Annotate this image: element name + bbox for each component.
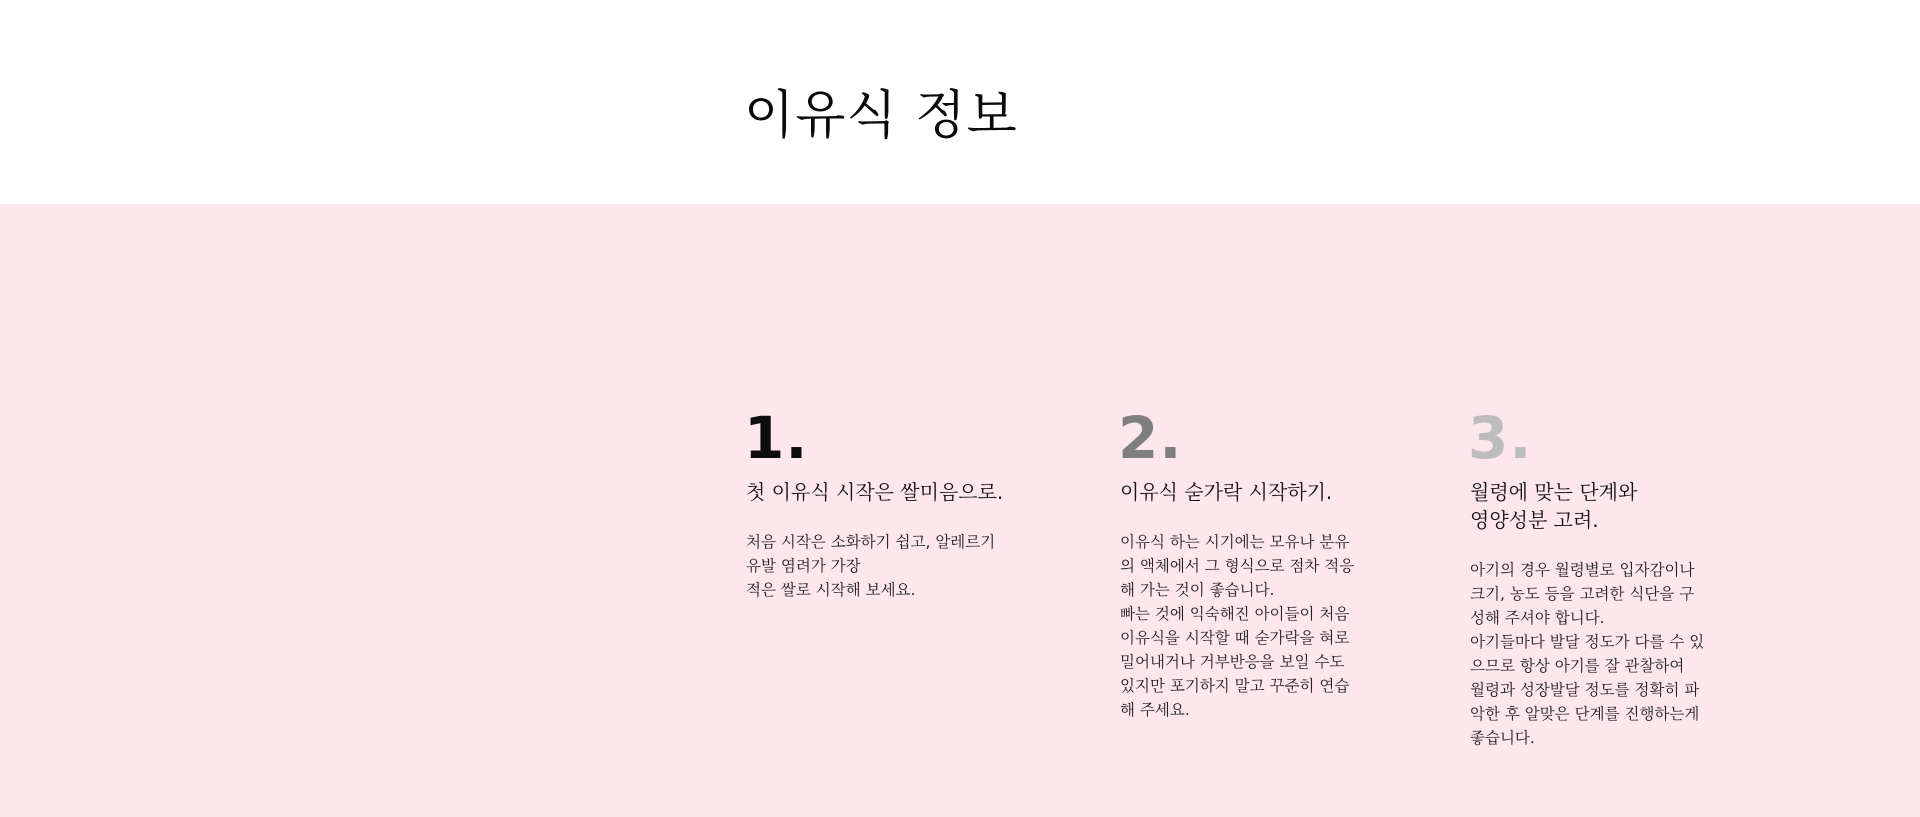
step-description-line: 아기들마다 발달 정도가 다를 수 있 xyxy=(1470,633,1705,651)
step-card-1 xyxy=(744,406,1044,602)
step-description xyxy=(1470,558,1718,750)
step-description-line: 성해 주셔야 합니다. xyxy=(1470,609,1605,627)
step-description-line: 좋습니다. xyxy=(1470,729,1535,747)
page-title: 이유식 정보 xyxy=(744,86,1018,146)
step-description-line: 의 액체에서 그 형식으로 점차 적응 xyxy=(1120,557,1355,575)
step-number: 3. xyxy=(1468,404,1533,472)
step-number: 2. xyxy=(1118,404,1183,472)
step-card-2 xyxy=(1118,406,1368,722)
step-description-line: 이유식 하는 시기에는 모유나 분유 xyxy=(1120,533,1350,551)
step-description-line: 밀어내거나 거부반응을 보일 수도 xyxy=(1120,653,1345,671)
step-description xyxy=(746,530,1044,602)
step-description-line: 처음 시작은 소화하기 쉽고, 알레르기 xyxy=(746,533,996,551)
step-title-line: 첫 이유식 시작은 쌀미음으로. xyxy=(746,480,1004,504)
step-description-line: 있지만 포기하지 말고 꾸준히 연습 xyxy=(1120,677,1350,695)
info-steps-section xyxy=(0,204,1920,817)
step-description-line: 악한 후 알맞은 단계를 진행하는게 xyxy=(1470,705,1700,723)
step-description-line: 월령과 성장발달 정도를 정확히 파 xyxy=(1470,681,1700,699)
step-description-line: 으므로 항상 아기를 잘 관찰하여 xyxy=(1470,657,1685,675)
step-title xyxy=(1120,478,1368,506)
step-description-line: 이유식을 시작할 때 숟가락을 혀로 xyxy=(1120,629,1350,647)
step-description-line: 아기의 경우 월령별로 입자감이나 xyxy=(1470,561,1695,579)
step-card-3 xyxy=(1468,406,1718,750)
step-description-line: 빠는 것에 익숙해진 아이들이 처음 xyxy=(1120,605,1350,623)
step-title-line: 월령에 맞는 단계와 xyxy=(1470,480,1638,504)
step-title xyxy=(1470,478,1718,534)
step-title-line: 이유식 숟가락 시작하기. xyxy=(1120,480,1333,504)
header-section xyxy=(0,0,1920,204)
step-description-line: 유발 염려가 가장 xyxy=(746,557,861,575)
step-description-line: 크기, 농도 등을 고려한 식단을 구 xyxy=(1470,585,1695,603)
step-description-line: 해 가는 것이 좋습니다. xyxy=(1120,581,1275,599)
step-description-line: 적은 쌀로 시작해 보세요. xyxy=(746,581,916,599)
step-title-line: 영양성분 고려. xyxy=(1470,508,1599,532)
step-title xyxy=(746,478,1044,506)
step-number: 1. xyxy=(744,404,809,472)
step-description-line: 해 주세요. xyxy=(1120,701,1190,719)
step-description xyxy=(1120,530,1368,722)
